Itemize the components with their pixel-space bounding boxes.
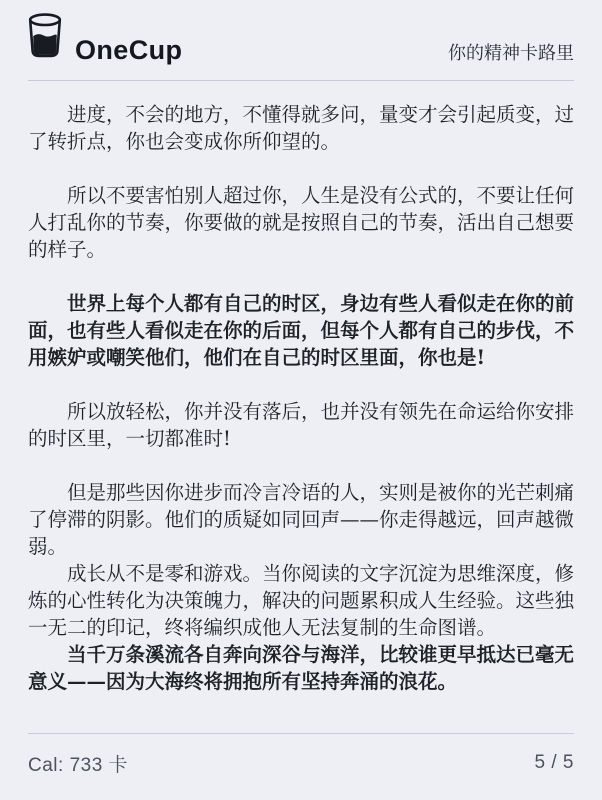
paragraph-emphasis: 当千万条溪流各自奔向深谷与海洋，比较谁更早抵达已毫无意义——因为大海终将拥抱所有坚持奔涌的浪花。	[28, 643, 575, 693]
calorie-counter: Cal: 733 卡	[28, 754, 129, 776]
reading-area[interactable]	[0, 81, 602, 733]
paragraph: 所以不要害怕别人超过你，人生是没有公式的，不要让任何人打乱你的节奏，你要做的就是按照自己的节奏，活出自己想要的样子。	[28, 184, 575, 261]
status-bar	[0, 734, 602, 800]
paragraph-emphasis: 世界上每个人都有自己的时区，身边有些人看似走在你的前面，也有些人看似走在你的后面，但每个人都有自己的步伐，不用嫉妒或嘲笑他们，他们在自己的时区里面，你也是!	[28, 292, 575, 369]
app-title: OneCup	[75, 35, 183, 65]
app-tagline: 你的精神卡路里	[448, 43, 574, 63]
paragraph: 但是那些因你进步而冷言冷语的人，实则是被你的光芒刺痛了停滞的阴影。他们的质疑如同回声——你走得越远，回声越微弱。	[28, 481, 575, 558]
page-indicator: 5 / 5	[534, 752, 574, 773]
paragraph: 进度，不会的地方，不懂得就多问，量变才会引起质变，过了转折点，你也会变成你所仰望的。	[28, 103, 575, 153]
paragraph: 所以放轻松，你并没有落后，也并没有领先在命运给你安排的时区里，一切都准时!	[28, 400, 575, 450]
paragraph: 成长从不是零和游戏。当你阅读的文字沉淀为思维深度，修炼的心性转化为决策魄力，解决的问题累积成人生经验。这些独一无二的印记，终将编织成他人无法复制的生命图谱。	[28, 562, 575, 639]
app-brand	[28, 13, 182, 64]
app-header	[0, 0, 602, 80]
cup-icon	[28, 13, 62, 59]
